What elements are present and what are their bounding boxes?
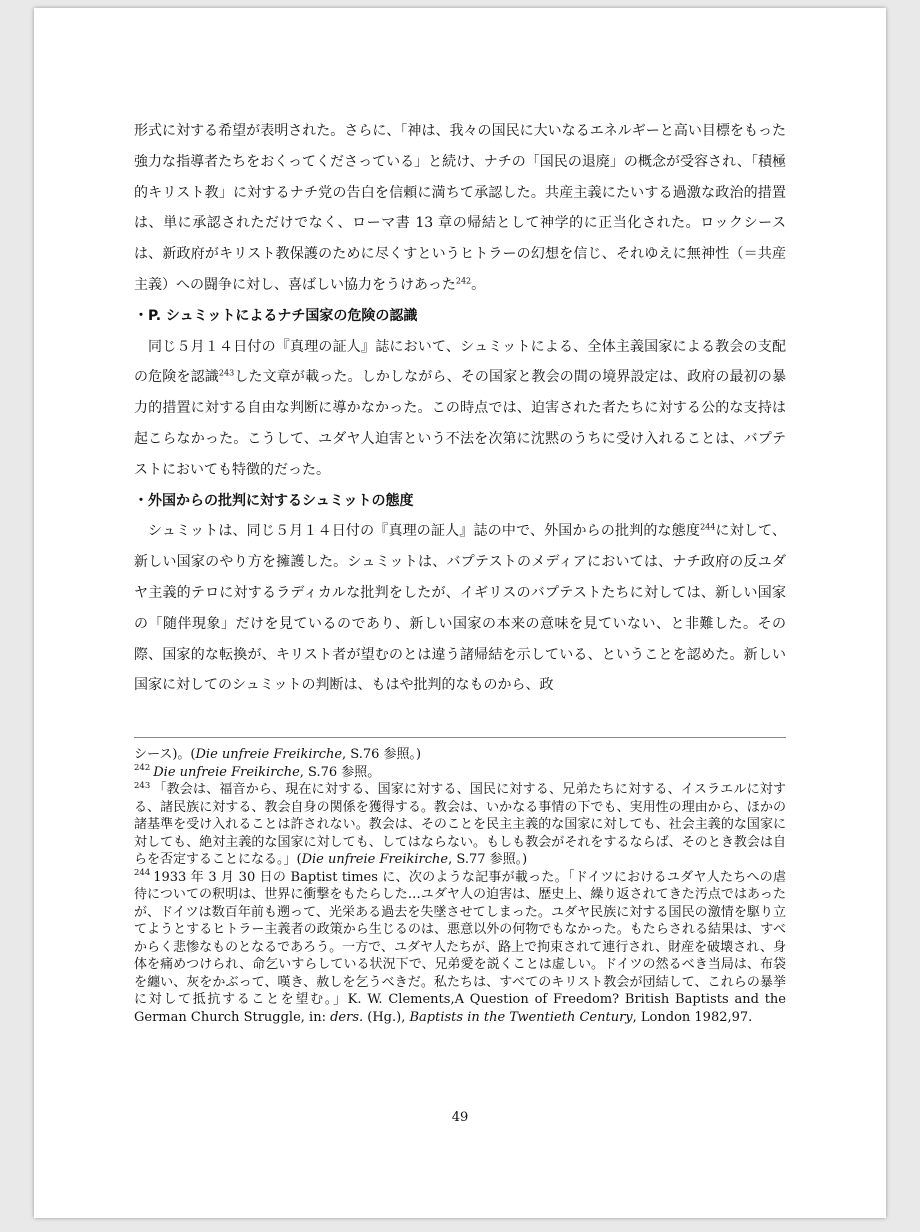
- paragraph-3: [134, 516, 786, 701]
- paragraph-1: [134, 116, 786, 301]
- paragraph-3-text-a: シュミットは、同じ５月１４日付の『真理の証人』誌の中で、外国からの批判的な態度: [148, 523, 701, 540]
- section-heading-2: ・外国からの批判に対するシュミットの態度: [134, 492, 414, 509]
- main-text: [134, 116, 786, 701]
- footnote-244: [134, 869, 786, 1027]
- footnote-244-ders: ders.: [330, 1009, 364, 1025]
- section-heading-1: ・P. シュミットによるナチ国家の危険の認識: [134, 307, 418, 324]
- paragraph-3-text-b: に対して、新しい国家のやり方を擁護した。シュミットは、バプテストのメディアにおいては、ナチ政府の反ユダヤ主義的テロに対するラディカルな批判をしたが、イギリスのバプテストたちに対しては、新しい国家の「随伴現象」だけを見ているのであり、新しい国家の本来の意味を見ていない、と非難した。その際、国家的な転換が、キリスト者が望むのとは違う諸帰結を示している、ということを認めた。新しい国家に対してのシュミットの判断は、もはや批判的なものから、政: [134, 523, 786, 694]
- footnote-243-ref: , S.77 参照。): [448, 852, 528, 867]
- footnote-ref-244[interactable]: 244: [700, 522, 716, 532]
- paragraph-2-text-a: 同じ５月１４日付の『真理の証人』誌において、シュミットによる、全体主義国家による教会の支配の危険を認識: [134, 338, 786, 386]
- footnote-244-hg: (Hg.),: [363, 1009, 410, 1025]
- footnote-242: [134, 764, 786, 782]
- footnote-243-text: 「教会は、福音から、現在に対する、国家に対する、国民に対する、兄弟たちに対する、イスラエルに対する、諸民族に対する、教会自身の関係を獲得する。教会は、いかなる事情の下でも、実用性の理由から、ほかの諸基準を受け入れることは許されない。教会は、そのことを民主主義的な国家に対しても、社会主義的な国家に対しても、絶対主義的な国家に対しても、してはならない。もしも教会がそれをするならば、そのとき教会は自らを否定することになる。」(: [134, 782, 786, 867]
- footnote-244-imprint: , London 1982,97.: [632, 1009, 753, 1025]
- footnote-243: [134, 781, 786, 869]
- footnote-ref-242[interactable]: 242: [455, 276, 472, 286]
- footnote-divider: [134, 737, 786, 738]
- footnote-242-number: 242: [134, 763, 151, 774]
- footnote-continuation-ref: , S.76 参照。): [342, 747, 422, 762]
- footnote-244-text: 1933 年 3 月 30 日の Baptist times に、次のような記事が載った。「ドイツにおけるユダヤ人たちへの虐待についての釈明は、世界に衝撃をもたらした…ユダヤ人の迫害は、歴史上、繰り返されてきた汚点ではあったが、ドイツは数百年前も遡って、光栄ある過去を失墜させてしまった。ユダヤ民族に対する国民の激情を駆り立てようとするヒトラー主義者の政策から生じるのは、悪意以外の何物でもなかった。もたらされる結果は、すべからく悲惨なものとなるであろう。一方で、ユダヤ人たちが、路上で拘束されて連行され、財産を破壊され、身体を痛めつけられ、命乞いすらしている状況下で、兄弟愛を説くことは虚しい。ドイツの然るべき当局は、布袋を纏い、灰をかぶって、嘆き、赦しを乞うべきだ。私たちは、すべてのキリスト教会が団結して、これらの暴挙に対して抵抗することを望む。」K. W. Clements,A Question of Freedom? British Baptists and the German Church Struggle, in:: [134, 869, 786, 1025]
- page-number: 49: [451, 1110, 469, 1125]
- footnote-243-title: Die unfreie Freikirche: [301, 852, 449, 867]
- paragraph-1-end: 。: [471, 276, 486, 293]
- footnote-244-title: Baptists in the Twentieth Century: [409, 1009, 633, 1025]
- footnote-244-number: 244: [134, 868, 151, 879]
- paragraph-2-text-b: した文章が載った。しかしながら、その国家と教会の間の境界設定は、政府の最初の暴力的措置に対する自由な判断に導かなかった。この時点では、迫害された者たちに対する公的な支持は起こらなかった。こうして、ユダヤ人迫害という不法を次第に沈黙のうちに受け入れることは、バプテストにおいても特徴的だった。: [134, 369, 787, 478]
- document-page: [34, 8, 886, 1218]
- footnote-ref-243[interactable]: 243: [218, 368, 235, 378]
- footnote-243-number: 243: [134, 780, 151, 791]
- paragraph-1-text: 形式に対する希望が表明された。さらに、「神は、我々の国民に大いなるエネルギーと高い目標をもった強力な指導者たちをおくってくださっている」と続け、ナチの「国民の退廃」の概念が受容され、「積極的キリスト教」に対するナチ党の告白を信頼に満ちて承認した。共産主義にたいする過激な政治的措置は、単に承認されただけでなく、ローマ書 13 章の帰結として神学的に正当化された。ロックシースは、新政府がキリスト教保護のために尽くすというヒトラーの幻想を信じ、それゆえに無神性（＝共産主義）への闘争に対し、喜ばしい協力をうけあった: [134, 123, 786, 293]
- footnote-242-title: Die unfreie Freikirche: [153, 764, 300, 780]
- footnotes: [134, 746, 786, 1026]
- footnote-continuation: [134, 746, 786, 764]
- footnote-continuation-title: Die unfreie Freikirche: [195, 747, 343, 762]
- paragraph-2: [134, 332, 786, 486]
- footnote-242-ref: , S.76 参照。: [299, 764, 381, 780]
- footnote-continuation-text: シース)。(: [134, 747, 196, 762]
